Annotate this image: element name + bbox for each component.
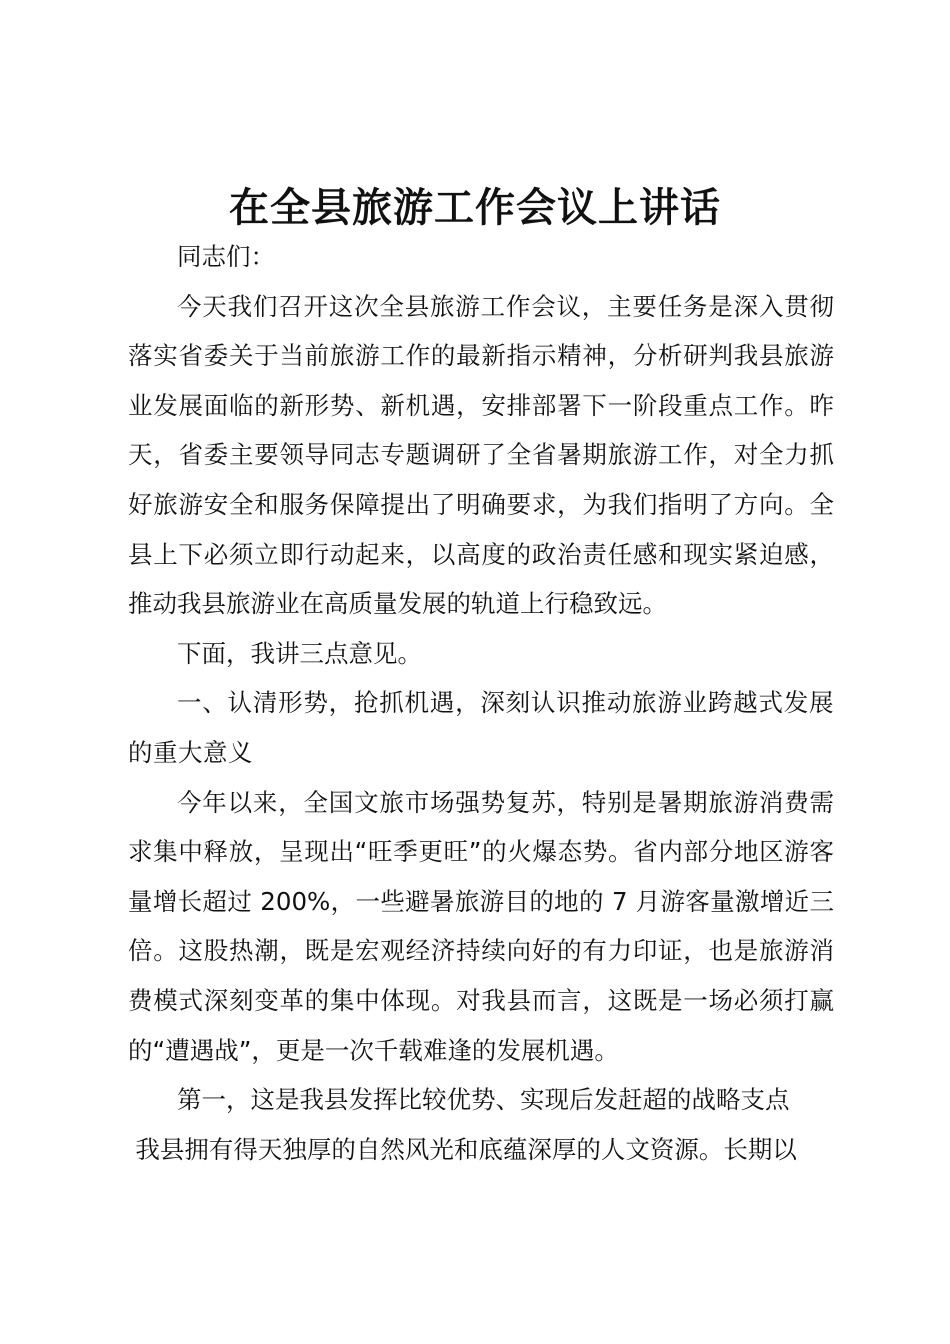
section-heading-1: 一、认清形势，抢抓机遇，深刻认识推动旅游业跨越式发展的重大意义 [128, 688, 834, 767]
paragraph-outline: 下面，我讲三点意见。 [177, 638, 422, 668]
document-title: 在全县旅游工作会议上讲话 [229, 184, 721, 231]
paragraph-intro: 今天我们召开这次全县旅游工作会议，主要任务是深入贯彻落实省委关于当前旅游工作的最新指示精神，分析研判我县旅游业发展面临的新形势、新机遇，安排部署下一阶段重点工作。昨天，省委主要领导同志专题调研了全省暑期旅游工作，对全力抓好旅游安全和服务保障提出了明确要求，为我们指明了方向。全县上下必须立即行动起来，以高度的政治责任感和现实紧迫感，推动我县旅游业在高质量发展的轨道上行稳致远。 [128, 291, 834, 619]
paragraph-situation: 今年以来，全国文旅市场强势复苏，特别是暑期旅游消费需求集中释放，呈现出“旺季更旺”的火爆态势。省内部分地区游客量增长超过 200%，一些避暑旅游目的地的 7 月游客量激增近三倍。这股热潮，既是宏观经济持续向好的有力印证，也是旅游消费模式深刻变革的集中体现。对我县而言，这既是一场必须打赢的“遭遇战”，更是一次千载难逢的发展机遇。 [128, 787, 834, 1065]
salutation: 同志们： [177, 242, 275, 271]
subheading-1: 第一，这是我县发挥比较优势、实现后发赶超的战略支点 [177, 1085, 790, 1115]
document-body [128, 232, 834, 1174]
paragraph-advantage: 我县拥有得天独厚的自然风光和底蕴深厚的人文资源。长期以 [135, 1134, 797, 1164]
